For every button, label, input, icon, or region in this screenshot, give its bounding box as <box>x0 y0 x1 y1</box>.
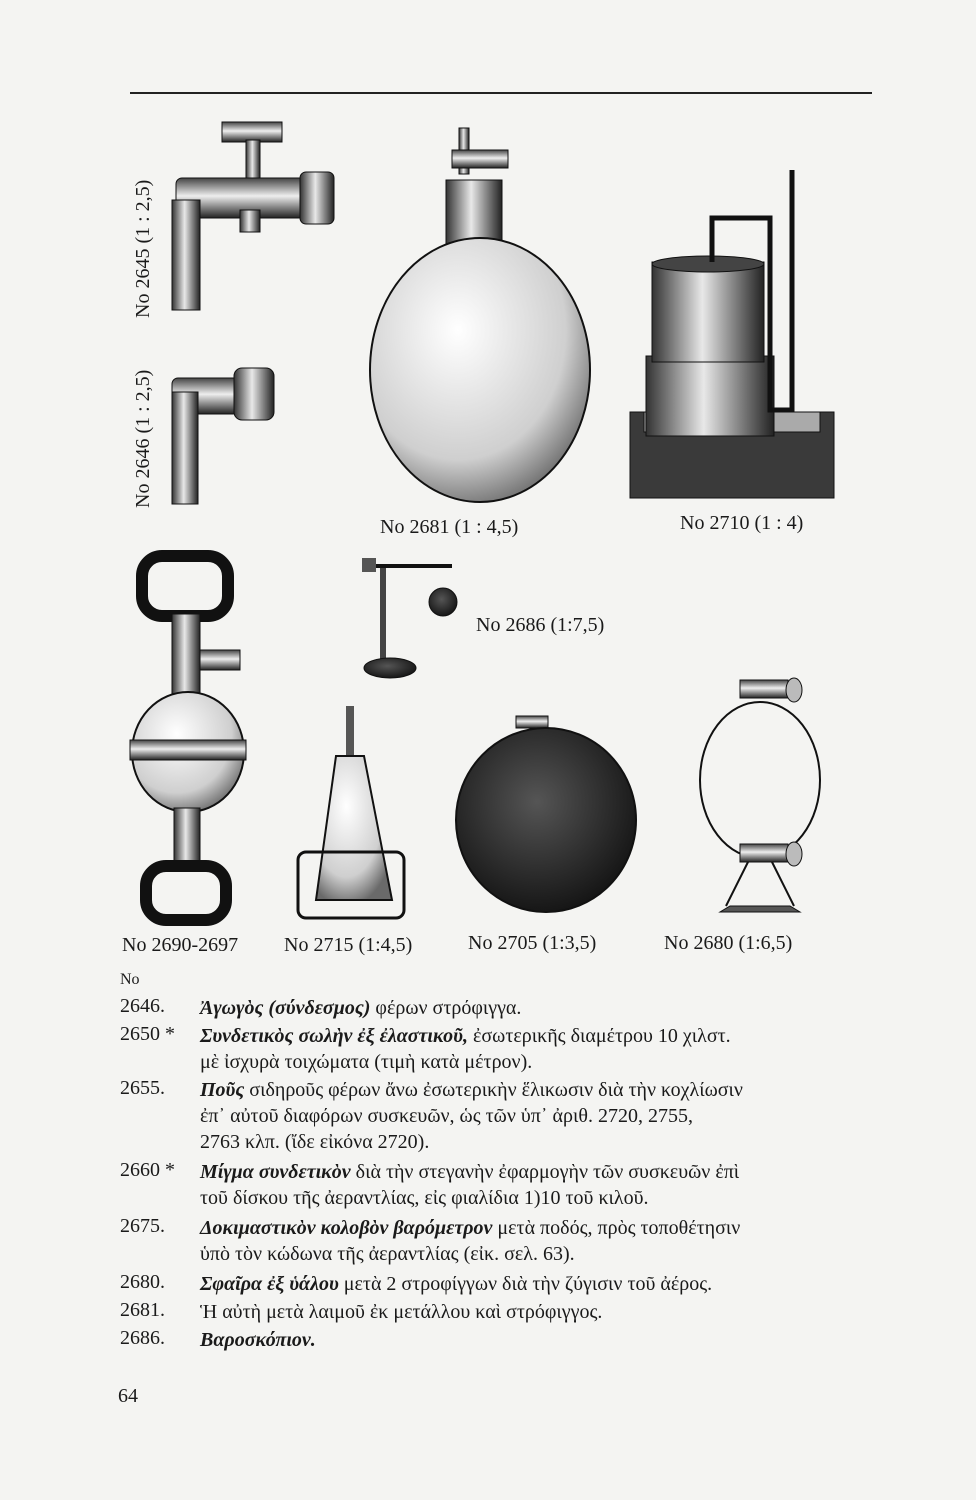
item-text: σιδηροῦς φέρων ἄνω ἐσωτερικὴν ἕλικωσιν διὰ τὴν κοχλίωσιν <box>249 1079 743 1101</box>
item-text: διὰ τὴν στεγανὴν ἐφαρμογὴν τῶν συσκευῶν ἐπὶ <box>355 1161 740 1183</box>
item-term: Βαροσκόπιον. <box>200 1329 316 1351</box>
baroscope-2686-figure <box>362 558 457 678</box>
caption-2715: No 2715 (1:4,5) <box>284 934 413 956</box>
item-text: μετὰ 2 στροφίγγων διὰ τὴν ζύγισιν τοῦ ἀέρος. <box>343 1273 713 1295</box>
item-term: Δοκιμαστικὸν κολοβὸν βαρόμετρον <box>200 1217 493 1239</box>
item-term: Σφαῖρα ἐξ ὑάλου <box>200 1273 339 1295</box>
item-number: 2686. <box>120 1327 165 1349</box>
page-number: 64 <box>118 1385 138 1407</box>
item-number: 2655. <box>120 1077 165 1099</box>
caption-2710: No 2710 (1 : 4) <box>680 512 804 534</box>
item-text: Ἡ αὐτὴ μετὰ λαιμοῦ ἐκ μετάλλου καὶ στρόφιγγος. <box>200 1301 603 1323</box>
item-text: φέρων στρόφιγγα. <box>375 997 522 1019</box>
caption-2690: No 2690-2697 <box>122 934 239 956</box>
caption-2705: No 2705 (1:3,5) <box>468 932 597 954</box>
hand-pump-2690-figure <box>130 556 246 920</box>
cylinder-apparatus-2710-figure <box>630 170 834 498</box>
caption-2645: No 2645 (1 : 2,5) <box>132 179 154 318</box>
item-number: 2675. <box>120 1215 165 1237</box>
caption-2680: No 2680 (1:6,5) <box>664 932 793 954</box>
item-number: 2646. <box>120 995 165 1017</box>
item-term: Ποῦς <box>200 1079 245 1101</box>
glass-sphere-2680-figure <box>700 678 820 912</box>
item-number: 2650 * <box>120 1023 175 1045</box>
list-header: No <box>120 971 140 988</box>
elbow-2646-figure <box>172 368 274 504</box>
item-text: ἐπ᾽ αὐτοῦ διαφόρων συσκευῶν, ὡς τῶν ὑπ᾽ ἀριθ. 2720, 2755, <box>200 1105 693 1127</box>
item-text: τοῦ δίσκου τῆς ἀεραντλίας, εἰς φιαλίδια 1)10 τοῦ κιλοῦ. <box>200 1187 649 1209</box>
item-text: 2763 κλπ. (ἴδε εἰκόνα 2720). <box>200 1131 430 1153</box>
item-term: Ἀγωγὸς (σύνδεσμος) <box>200 997 371 1019</box>
elbow-tap-2645-figure <box>172 122 334 310</box>
caption-2646: No 2646 (1 : 2,5) <box>132 369 154 508</box>
caption-2686: No 2686 (1:7,5) <box>476 614 605 636</box>
item-text: ὑπὸ τὸν κώδωνα τῆς ἀεραντλίας (εἰκ. σελ. 63). <box>200 1243 575 1265</box>
dark-sphere-2705-figure <box>456 716 636 912</box>
item-number: 2680. <box>120 1271 165 1293</box>
item-term: Μίγμα συνδετικὸν <box>200 1161 351 1183</box>
item-text: μετὰ ποδός, πρὸς τοποθέτησιν <box>497 1217 741 1239</box>
item-text: ἐσωτερικῆς διαμέτρου 10 χιλστ. <box>472 1025 731 1047</box>
glass-flask-2681-figure <box>370 128 590 502</box>
item-term: Συνδετικὸς σωλὴν ἐξ ἐλαστικοῦ, <box>200 1025 468 1047</box>
item-number: 2681. <box>120 1299 165 1321</box>
conical-vessel-2715-figure <box>298 706 404 918</box>
item-number: 2660 * <box>120 1159 175 1181</box>
caption-2681: No 2681 (1 : 4,5) <box>380 516 519 538</box>
item-text: μὲ ἰσχυρὰ τοιχώματα (τιμὴ κατὰ μέτρον). <box>200 1051 533 1073</box>
